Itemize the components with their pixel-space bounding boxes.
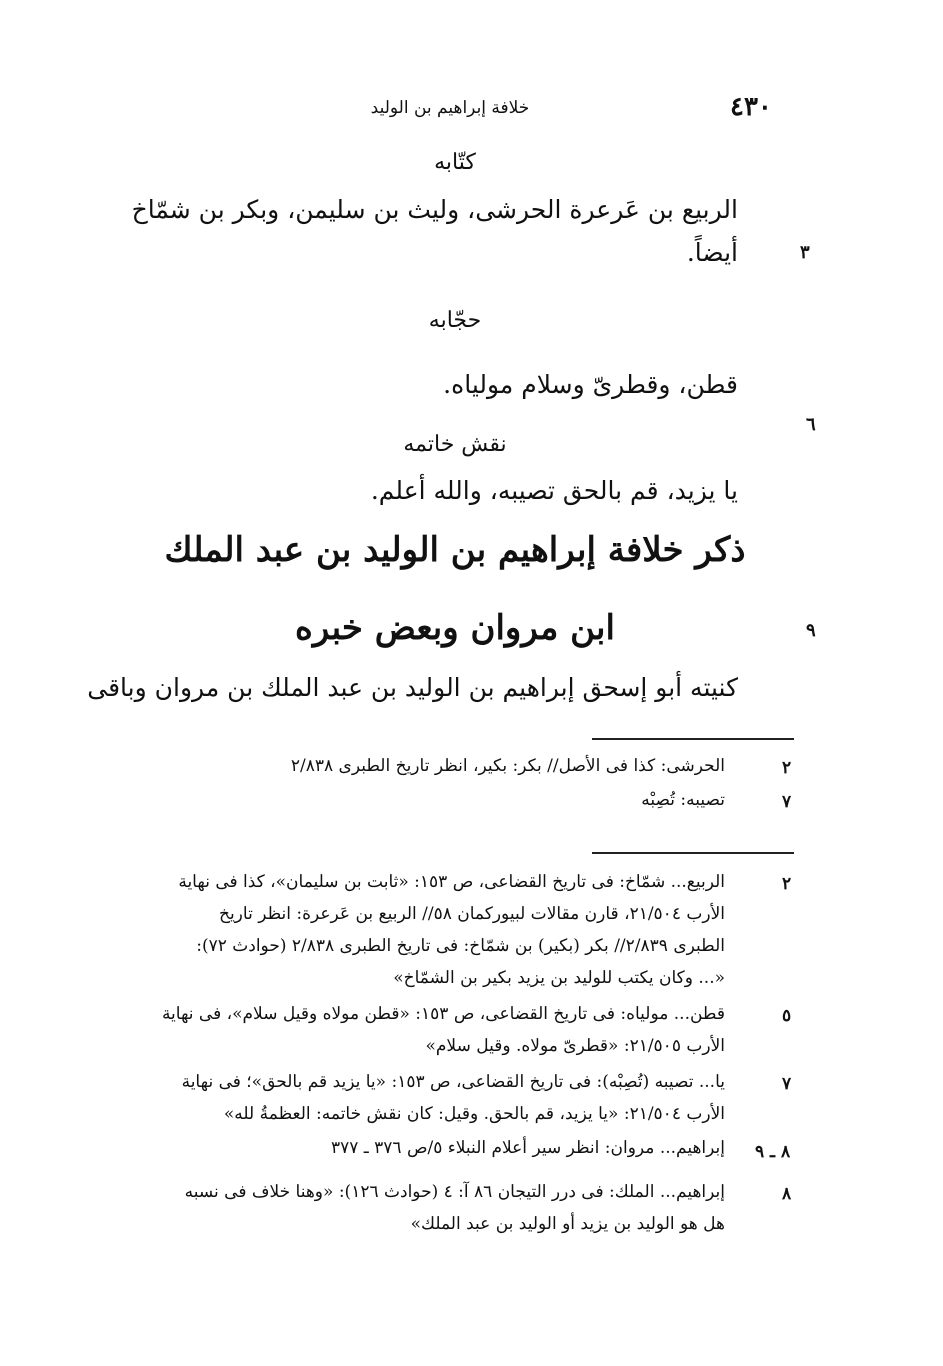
commentary-note-line: «... وكان يكتب للوليد بن يزيد بكير بن الشمّاخ» (393, 968, 725, 988)
commentary-note-line: هل هو الوليد بن يزيد أو الوليد بن عبد الملك» (410, 1214, 725, 1234)
kunya-line: كنيته أبو إسحق إبراهيم بن الوليد بن عبد الملك بن مروان وباقى (87, 673, 738, 702)
page-number: ٤٣٠ (730, 92, 772, 122)
line-number-9: ٩ (806, 620, 816, 641)
apparatus-note-text: الحرشى: كذا فى الأصل// بكر: بكير، انظر تاريخ الطبرى ٢/٨٣٨ (290, 756, 725, 776)
line-number-6: ٦ (806, 414, 816, 435)
chapter-heading-line-2: ابن مروان وبعض خبره (295, 608, 615, 648)
katib-line-2: أيضاً. (686, 238, 738, 267)
commentary-note-number: ٥ (782, 1006, 792, 1026)
commentary-note-number: ٨ ـ ٩ (755, 1142, 791, 1162)
heading-naqsh: نقش خاتمه (403, 432, 507, 457)
line-number-3: ٣ (800, 242, 810, 263)
commentary-note (108, 998, 725, 1062)
commentary-note-line: الأرب ٢١/٥٠٤، قارن مقالات لبيوركمان ٥٨// الربيع بن عَرعرة: انظر تاريخ (218, 904, 725, 924)
commentary-note (108, 866, 725, 994)
hajib-line: قطن، وقطرىّ وسلام مولياه. (443, 370, 738, 399)
commentary-note-line: يا... تصيبه (تُصِبْه): فى تاريخ القضاعى، ص ١٥٣: «يا يزيد قم بالحق»؛ فى نهاية (181, 1072, 725, 1092)
commentary-rule (592, 852, 794, 854)
commentary-note-number: ٧ (782, 1074, 792, 1094)
commentary-note-line: إبراهيم... الملك: فى درر التيجان ٨٦ آ: ٤ (حوادث ١٢٦): «وهنا خلاف فى نسبه (184, 1182, 725, 1202)
running-title: خلافة إبراهيم بن الوليد (370, 98, 530, 118)
commentary-note-line: إبراهيم... مروان: انظر سير أعلام النبلاء ٥/ص ٣٧٦ ـ ٣٧٧ (330, 1138, 725, 1158)
commentary-note-number: ٨ (782, 1184, 792, 1204)
commentary-note-line: قطن... مولياه: فى تاريخ القضاعى، ص ١٥٣: «قطن مولاه وقيل سلام»، فى نهاية (161, 1004, 725, 1024)
chapter-heading-line-1: ذكر خلافة إبراهيم بن الوليد بن عبد الملك (164, 530, 746, 570)
commentary-note-line: الأرب ٢١/٥٠٥: «قطرىّ مولاه. وقيل سلام» (425, 1036, 725, 1056)
commentary-note-number: ٢ (782, 874, 792, 894)
commentary-note (108, 1066, 725, 1130)
commentary-note-line: الأرب ٢١/٥٠٤: «يا يزيد، قم بالحق. وقيل: كان نقش خاتمه: العظمةُ لله» (223, 1104, 725, 1124)
apparatus-note-number: ٢ (782, 758, 792, 778)
heading-katib: كتّابه (434, 150, 476, 175)
commentary-note-line: الربيع... شمّاخ: فى تاريخ القضاعى، ص ١٥٣: «ثابت بن سليمان»، كذا فى نهاية (178, 872, 725, 892)
apparatus-rule (592, 738, 794, 740)
apparatus-note-number: ٧ (782, 792, 792, 812)
apparatus-note-text: تصيبه: تُصِبْه (641, 790, 725, 810)
naqsh-line: يا يزيد، قم بالحق تصيبه، والله أعلم. (370, 476, 738, 505)
commentary-note (108, 1176, 725, 1240)
katib-line-1: الربيع بن عَرعرة الحرشى، وليث بن سليمن، وبكر بن شمّاخ (131, 195, 738, 224)
commentary-note-line: الطبرى ٢/٨٣٩// بكر (بكير) بن شمّاخ: فى تاريخ الطبرى ٢/٨٣٨ (حوادث ٧٢): (196, 936, 725, 956)
heading-hajib: حجّابه (428, 308, 482, 333)
